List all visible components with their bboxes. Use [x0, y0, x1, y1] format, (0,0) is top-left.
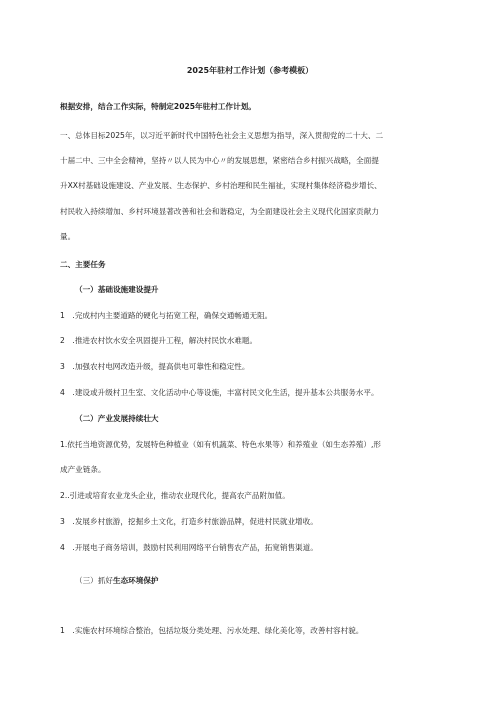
infrastructure-item-1: 1 .完成村内主要道路的硬化与拓宽工程，确保交通畅通无阻。 — [60, 311, 273, 320]
infrastructure-item-4: 4 .建设或升级村卫生室、文化活动中心等设施，丰富村民文化生活，提升基本公共服务水平。 — [60, 388, 379, 397]
industry-item-3: 3 .发展乡村旅游，挖掘乡土文化，打造乡村旅游品牌，促进村民就业增收。 — [60, 517, 318, 526]
industry-item-1-line-2: 成产业链条。 — [60, 465, 106, 474]
document-title: 2025年驻村工作计划（参考模板） — [186, 66, 314, 75]
infrastructure-item-2: 2 .推进农村饮水安全巩固提升工程，解决村民饮水难题。 — [60, 336, 258, 345]
intro-paragraph: 根据安排，结合工作实际，特制定2025年驻村工作计划。 — [60, 102, 256, 111]
goal-line-4: 村民收入持续增加、乡村环境显著改善和社会和谐稳定，为全面建设社会主义现代化国家贡献力 — [60, 207, 379, 216]
environment-heading-prefix: （三）抓好 — [75, 576, 113, 585]
infrastructure-item-3: 3 .加强农村电网改造升级，提高供电可靠性和稳定性。 — [60, 362, 250, 371]
section-heading-main-tasks: 二、主要任务 — [60, 260, 106, 269]
environment-item-1: 1 .实施农村环境综合整治，包括垃圾分类处理、污水处理、绿化美化等，改善村容村貌。 — [60, 626, 364, 635]
industry-item-2: 2..引进或培育农业龙头企业，推动农业现代化，提高农产品附加值。 — [60, 491, 290, 500]
goal-line-2: 十届二中、三中全会精神，坚持〃以人民为中心〃的发展思想，紧密结合乡村振兴战略，全面提 — [60, 156, 379, 165]
goal-line-1: 一、总体目标2025年，以习近平新时代中国特色社会主义思想为指导，深入贯彻党的二十大、二 — [60, 131, 384, 140]
industry-item-4: 4 .开展电子商务培训，鼓励村民利用网络平台销售农产品，拓宽销售渠道。 — [60, 543, 318, 552]
goal-line-3: 升XX村基础设施建设、产业发展、生态保护、乡村治理和民生福祉，实现村集体经济稳步增长、 — [60, 181, 382, 190]
subsection-heading-infrastructure: （一）基础设施建设提升 — [75, 285, 159, 294]
environment-heading-text: 生态环境保护 — [112, 576, 159, 585]
goal-line-5: 量。 — [60, 232, 76, 241]
industry-item-1-line-1: 1.依托当地资源优势，发展特色种植业（如有机蔬菜、特色水果等）和养殖业（如生态养殖）,形 — [60, 440, 381, 449]
subsection-heading-industry: （二）产业发展持续壮大 — [75, 414, 159, 423]
subsection-heading-environment — [75, 575, 159, 586]
